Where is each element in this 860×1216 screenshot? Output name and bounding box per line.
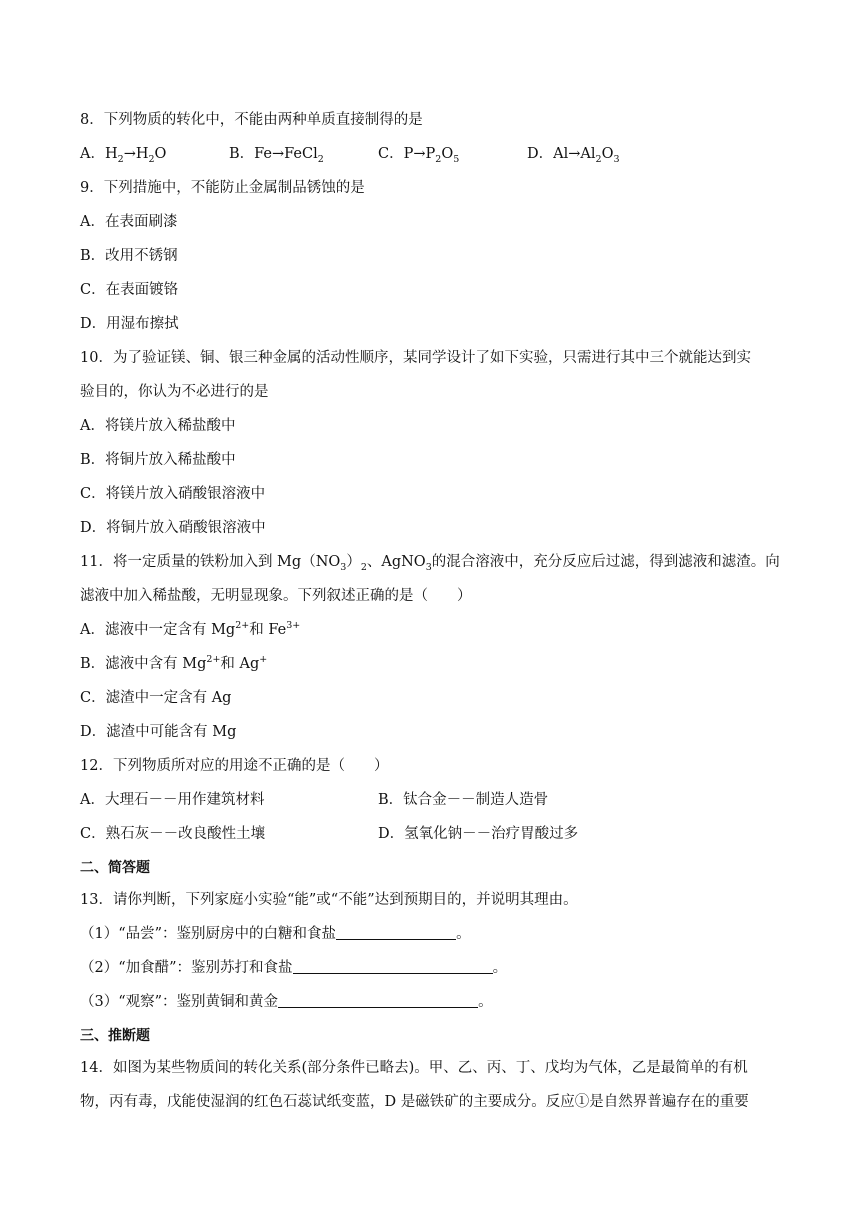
question-9-option-d: D．用湿布擦拭 (80, 316, 179, 332)
section-heading-inference: 三、推断题 (80, 1028, 150, 1044)
question-8-stem: 8．下列物质的转化中，不能由两种单质直接制得的是 (80, 112, 423, 128)
question-11-stem-line-2: 滤液中加入稀盐酸，无明显现象。下列叙述正确的是（ ） (80, 588, 472, 604)
question-8-option-b: B．Fe→FeCl$_2$ (229, 146, 324, 165)
question-10-option-c: C．将镁片放入硝酸银溶液中 (80, 486, 266, 502)
question-13-stem: 13．请你判断，下列家庭小实验“能”或“不能”达到预期目的，并说明其理由。 (80, 892, 578, 908)
question-10-option-a: A．将镁片放入稀盐酸中 (80, 418, 236, 434)
question-12-option-a: A．大理石－－用作建筑材料 (80, 792, 265, 808)
question-14-line-2: 物，丙有毒，戊能使湿润的红色石蕊试纸变蓝，D 是磁铁矿的主要成分。反应①是自然界普遍存在的重要 (80, 1094, 749, 1110)
answer-blank[interactable] (293, 959, 493, 974)
question-11-option-a: A．滤液中一定含有 $Mg^{2+}$和 $Fe^{3+}$ (80, 620, 301, 638)
question-11-option-c: C．滤渣中一定含有 Ag (80, 690, 232, 706)
question-10-option-b: B．将铜片放入稀盐酸中 (80, 452, 236, 468)
question-8-option-c: C．$P\to P_2O_5$ (378, 146, 460, 165)
answer-blank[interactable] (336, 925, 456, 940)
question-8-option-d: D．$Al\to Al_2O_3$ (527, 146, 620, 165)
question-9-option-a: A．在表面刷漆 (80, 214, 178, 230)
question-9-stem: 9．下列措施中，不能防止金属制品锈蚀的是 (80, 180, 365, 196)
question-13-item-1: （1）“品尝”：鉴别厨房中的白糖和食盐 。 (80, 926, 471, 942)
question-14-line-1: 14．如图为某些物质间的转化关系(部分条件已略去)。甲、乙、丙、丁、戊均为气体，乙是最简单的有机 (80, 1060, 748, 1076)
question-11-stem-line-1: 11．将一定质量的铁粉加入到 $Mg(NO_3)_2$、AgNO$_3$的混合溶液中，充分反应后过滤，得到滤液和滤渣。向 (80, 554, 780, 573)
question-12-option-d: D．氢氧化钠－－治疗胃酸过多 (378, 826, 579, 842)
question-9-option-b: B．改用不锈钢 (80, 248, 178, 264)
question-12-option-b: B．钛合金－－制造人造骨 (378, 792, 549, 808)
section-heading-short-answer: 二、简答题 (80, 860, 150, 876)
question-12-option-c: C．熟石灰－－改良酸性土壤 (80, 826, 266, 842)
question-9-option-c: C．在表面镀铬 (80, 282, 179, 298)
question-10-option-d: D．将铜片放入硝酸银溶液中 (80, 520, 266, 536)
question-10-stem-line-1: 10．为了验证镁、铜、银三种金属的活动性顺序，某同学设计了如下实验，只需进行其中三个就能达到实 (80, 350, 751, 366)
question-13-item-3: （3）“观察”：鉴别黄铜和黄金 。 (80, 994, 493, 1010)
question-10-stem-line-2: 验目的，你认为不必进行的是 (80, 384, 269, 400)
answer-blank[interactable] (278, 993, 478, 1008)
question-11-option-d: D．滤渣中可能含有 Mg (80, 724, 237, 740)
question-12-stem: 12．下列物质所对应的用途不正确的是（ ） (80, 758, 389, 774)
question-13-item-2: （2）“加食醋”：鉴别苏打和食盐 。 (80, 960, 508, 976)
question-11-option-b: B．滤液中含有 $Mg^{2+}$和 Ag+ (80, 654, 268, 672)
question-8-option-a: A．$H_2\to H_2O$ (80, 146, 167, 165)
